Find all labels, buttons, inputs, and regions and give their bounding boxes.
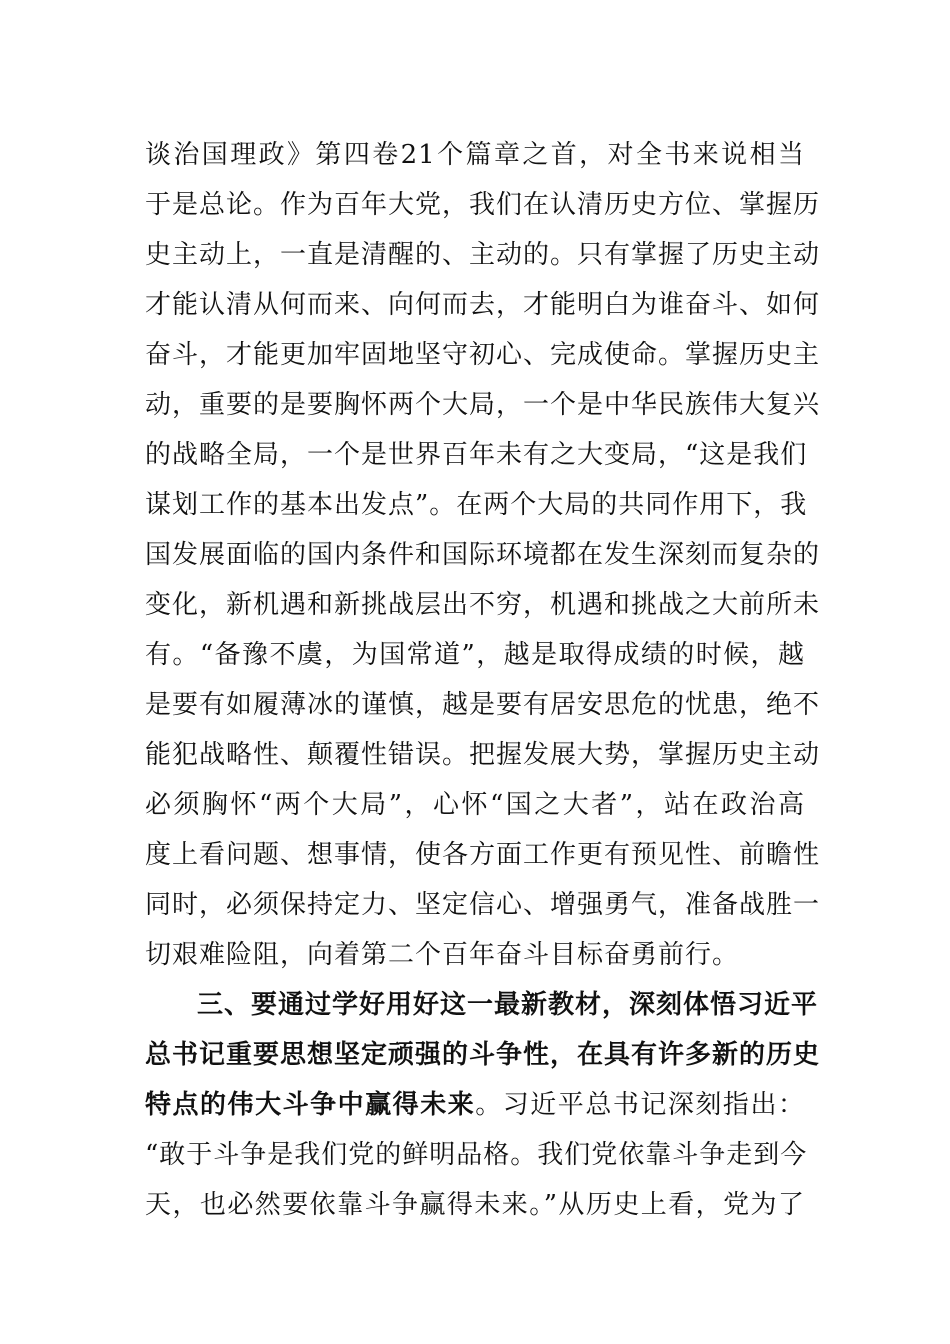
paragraph-1-line-9: 国发展面临的国内条件和国际环境都在发生深刻而复杂的 xyxy=(145,540,821,570)
paragraph-1-line-16: 同时，必须保持定力、坚定信心、增强勇气，准备战胜一 xyxy=(145,890,821,920)
paragraph-2-line-1 xyxy=(145,980,819,1030)
paragraph-1-line-13: 能犯战略性、颠覆性错误。把握发展大势，掌握历史主动 xyxy=(145,740,821,770)
paragraph-1-line-10: 变化，新机遇和新挑战层出不穷，机遇和挑战之大前所未 xyxy=(145,590,821,620)
paragraph-1-line-14: 必须胸怀“两个大局”，心怀“国之大者”，站在政治高 xyxy=(145,790,805,820)
paragraph-2-line-3 xyxy=(145,1080,805,1130)
paragraph-1-line-2: 于是总论。作为百年大党，我们在认清历史方位、掌握历 xyxy=(145,190,821,220)
paragraph-1-line-15: 度上看问题、想事情，使各方面工作更有预见性、前瞻性 xyxy=(145,840,821,870)
paragraph-2-line-2 xyxy=(145,1030,821,1080)
section-heading-part-2: 总书记重要思想坚定顽强的斗争性，在具有许多新的历史 xyxy=(145,1040,821,1070)
paragraph-1-line-12: 是要有如履薄冰的谨慎，越是要有居安思危的忧患，绝不 xyxy=(145,690,821,720)
paragraph-2-line-4: “敢于斗争是我们党的鲜明品格。我们党依靠斗争走到今 xyxy=(145,1140,808,1170)
section-heading-part-1: 三、要通过学好用好这一最新教材，深刻体悟习近平 xyxy=(197,990,819,1020)
paragraph-1-line-17: 切艰难险阻，向着第二个百年奋斗目标奋勇前行。 xyxy=(145,940,740,970)
section-heading-part-3: 特点的伟大斗争中赢得未来 xyxy=(145,1090,476,1120)
paragraph-1-line-3: 史主动上，一直是清醒的、主动的。只有掌握了历史主动 xyxy=(145,240,821,270)
paragraph-1-line-1: 谈治国理政》第四卷21个篇章之首，对全书来说相当 xyxy=(145,140,805,170)
paragraph-1-line-4: 才能认清从何而来、向何而去，才能明白为谁奋斗、如何 xyxy=(145,290,821,320)
paragraph-1-line-5: 奋斗，才能更加牢固地坚守初心、完成使命。掌握历史主 xyxy=(145,340,821,370)
paragraph-1-line-11: 有。“备豫不虞，为国常道”，越是取得成绩的时候，越 xyxy=(145,640,805,670)
paragraph-1-line-6: 动，重要的是要胸怀两个大局，一个是中华民族伟大复兴 xyxy=(145,390,821,420)
paragraph-2-line-3-rest: 。习近平总书记深刻指出： xyxy=(475,1090,805,1120)
paragraph-2-line-5: 天，也必然要依靠斗争赢得未来。”从历史上看，党为了 xyxy=(145,1190,805,1220)
paragraph-1-line-8: 谋划工作的基本出发点”。在两个大局的共同作用下，我 xyxy=(145,490,808,520)
paragraph-1 xyxy=(145,130,821,980)
paragraph-1-line-7: 的战略全局，一个是世界百年未有之大变局，“这是我们 xyxy=(145,440,808,470)
paragraph-2 xyxy=(145,980,821,1230)
